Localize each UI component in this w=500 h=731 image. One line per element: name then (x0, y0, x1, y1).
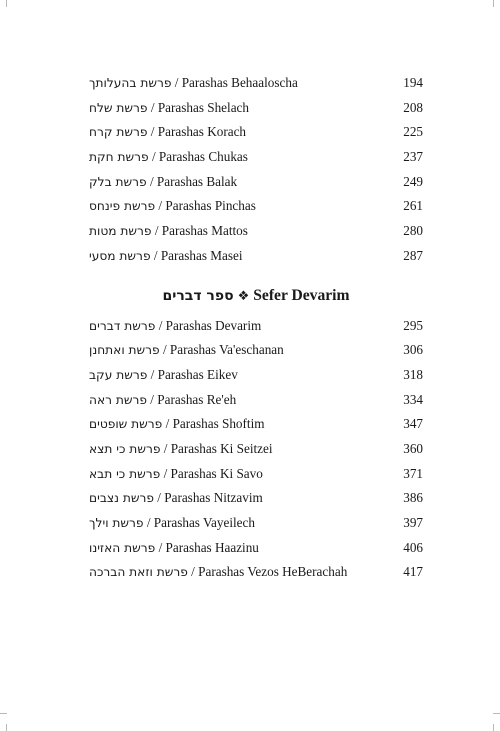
title-separator: / (171, 75, 182, 90)
title-separator: / (159, 342, 170, 358)
english-title: Parashas Eikev (157, 366, 238, 382)
toc-entry-title (89, 194, 256, 219)
hebrew-title: פרשת מטות (89, 224, 152, 239)
page-number: 318 (403, 366, 423, 382)
english-title: Parashas Korach (157, 124, 247, 140)
crop-mark-right-bottom (493, 713, 500, 714)
page-number: 347 (403, 416, 423, 432)
toc-entry-title (89, 363, 238, 388)
section-heading-english: Sefer Devarim (253, 286, 350, 304)
hebrew-title: פרשת פינחס (89, 199, 156, 214)
section-heading-sefer-devarim (89, 278, 423, 314)
english-title: Parashas Ki Seitzei (170, 440, 273, 456)
english-title: Parashas Re'eh (157, 391, 237, 407)
hebrew-title: פרשת כי תצא (89, 441, 161, 456)
toc-entry[interactable] (89, 120, 423, 145)
toc-entry[interactable] (89, 437, 423, 462)
page-number: 386 (403, 490, 423, 506)
hebrew-title: פרשת דברים (89, 318, 156, 333)
toc-entry-title (89, 437, 273, 462)
toc-entry-title (89, 120, 246, 145)
toc-entry-title (89, 511, 255, 536)
toc-entry-title (89, 560, 347, 585)
toc-entry-title (89, 486, 263, 511)
page-number: 360 (403, 440, 423, 456)
toc-entry-title (89, 96, 249, 121)
toc-entry[interactable] (89, 511, 423, 536)
english-title: Parashas Behaaloscha (181, 75, 298, 90)
title-separator: / (162, 416, 173, 432)
page-number: 397 (403, 515, 423, 530)
page-number: 280 (403, 223, 423, 239)
english-title: Parashas Masei (160, 247, 243, 263)
toc-entry[interactable] (89, 462, 423, 487)
toc-entry-title (89, 536, 259, 561)
toc-entry[interactable] (89, 412, 423, 437)
hebrew-title: פרשת נצבים (89, 491, 154, 506)
hebrew-title: פרשת עקב (89, 367, 148, 382)
page-number: 406 (403, 539, 423, 555)
english-title: Parashas Nitzavim (164, 490, 263, 506)
hebrew-title: פרשת שופטים (89, 417, 163, 432)
toc-entry-title (89, 170, 237, 195)
toc-entry-title (89, 71, 298, 96)
toc-entry-title (89, 388, 236, 413)
ornament-icon: ❖ (237, 288, 250, 304)
hebrew-title: פרשת מסעי (89, 248, 151, 263)
hebrew-title: פרשת וילך (89, 516, 144, 530)
hebrew-title: פרשת בהעלותך (89, 76, 172, 90)
title-separator: / (150, 247, 161, 263)
title-separator: / (147, 366, 158, 382)
toc-entry[interactable] (89, 145, 423, 170)
title-separator: / (155, 198, 166, 214)
page-number: 295 (403, 317, 423, 333)
title-separator: / (148, 149, 159, 165)
toc-entry[interactable] (89, 560, 423, 585)
english-title: Parashas Shelach (157, 99, 249, 115)
english-title: Parashas Chukas (158, 149, 248, 165)
page-number: 334 (403, 391, 423, 407)
toc-entry-title (89, 338, 284, 363)
toc-entry[interactable] (89, 194, 423, 219)
title-separator: / (187, 564, 199, 580)
page-number: 287 (403, 247, 423, 263)
page-number: 261 (403, 198, 423, 214)
hebrew-title: פרשת האזינו (89, 540, 156, 555)
english-title: Parashas Devarim (165, 317, 262, 333)
crop-mark-left-bottom (0, 713, 7, 714)
toc-section-devarim (89, 314, 423, 586)
page-number: 371 (403, 465, 423, 481)
crop-mark-bottom-right (493, 724, 494, 731)
table-of-contents (89, 71, 423, 585)
toc-entry[interactable] (89, 388, 423, 413)
page-number: 225 (403, 124, 423, 140)
page-number: 306 (403, 342, 423, 358)
title-separator: / (153, 490, 165, 506)
toc-entry[interactable] (89, 486, 423, 511)
toc-entry-title (89, 412, 265, 437)
title-separator: / (146, 173, 157, 189)
title-separator: / (147, 391, 158, 407)
hebrew-title: פרשת בלק (89, 174, 147, 189)
toc-entry-title (89, 462, 263, 487)
english-title: Parashas Vezos HeBerachah (198, 564, 348, 580)
toc-entry-title (89, 244, 243, 269)
toc-entry[interactable] (89, 244, 423, 269)
toc-entry[interactable] (89, 363, 423, 388)
title-separator: / (147, 99, 158, 115)
crop-mark-bottom-left (6, 724, 7, 731)
title-separator: / (151, 223, 162, 239)
toc-entry-title (89, 314, 261, 339)
english-title: Parashas Pinchas (165, 198, 256, 214)
hebrew-title: פרשת קרח (89, 125, 148, 140)
hebrew-title: פרשת כי תבא (89, 466, 161, 481)
title-separator: / (160, 465, 171, 481)
english-title: Parashas Va'eschanan (169, 342, 284, 358)
toc-entry[interactable] (89, 314, 423, 339)
section-heading-hebrew: ספר דברים (162, 287, 234, 304)
title-separator: / (155, 539, 166, 555)
page-number: 208 (403, 99, 423, 115)
hebrew-title: פרשת שלח (89, 100, 148, 115)
english-title: Parashas Vayeilech (153, 515, 255, 530)
toc-entry[interactable] (89, 96, 423, 121)
english-title: Parashas Balak (156, 173, 238, 189)
toc-entry[interactable] (89, 170, 423, 195)
title-separator: / (143, 515, 154, 530)
hebrew-title: פרשת חקת (89, 150, 149, 165)
toc-entry[interactable] (89, 71, 423, 96)
toc-section-bamidbar (89, 71, 423, 269)
page-number: 237 (403, 149, 423, 165)
english-title: Parashas Mattos (161, 223, 248, 239)
toc-entry-title (89, 219, 248, 244)
title-separator: / (160, 440, 171, 456)
toc-entry[interactable] (89, 338, 423, 363)
toc-entry-title (89, 145, 248, 170)
english-title: Parashas Shoftim (172, 416, 265, 432)
page-number: 249 (403, 173, 423, 189)
english-title: Parashas Ki Savo (170, 465, 263, 481)
page-number: 194 (403, 75, 423, 90)
hebrew-title: פרשת ואתחנן (89, 343, 160, 358)
toc-entry[interactable] (89, 219, 423, 244)
toc-entry[interactable] (89, 536, 423, 561)
crop-mark-top-left (6, 0, 7, 7)
hebrew-title: פרשת ראה (89, 392, 147, 407)
page-number: 417 (403, 564, 423, 580)
title-separator: / (155, 317, 166, 333)
english-title: Parashas Haazinu (165, 539, 259, 555)
hebrew-title: פרשת וזאת הברכה (89, 565, 188, 580)
crop-mark-top-right (493, 0, 494, 7)
title-separator: / (147, 124, 158, 140)
